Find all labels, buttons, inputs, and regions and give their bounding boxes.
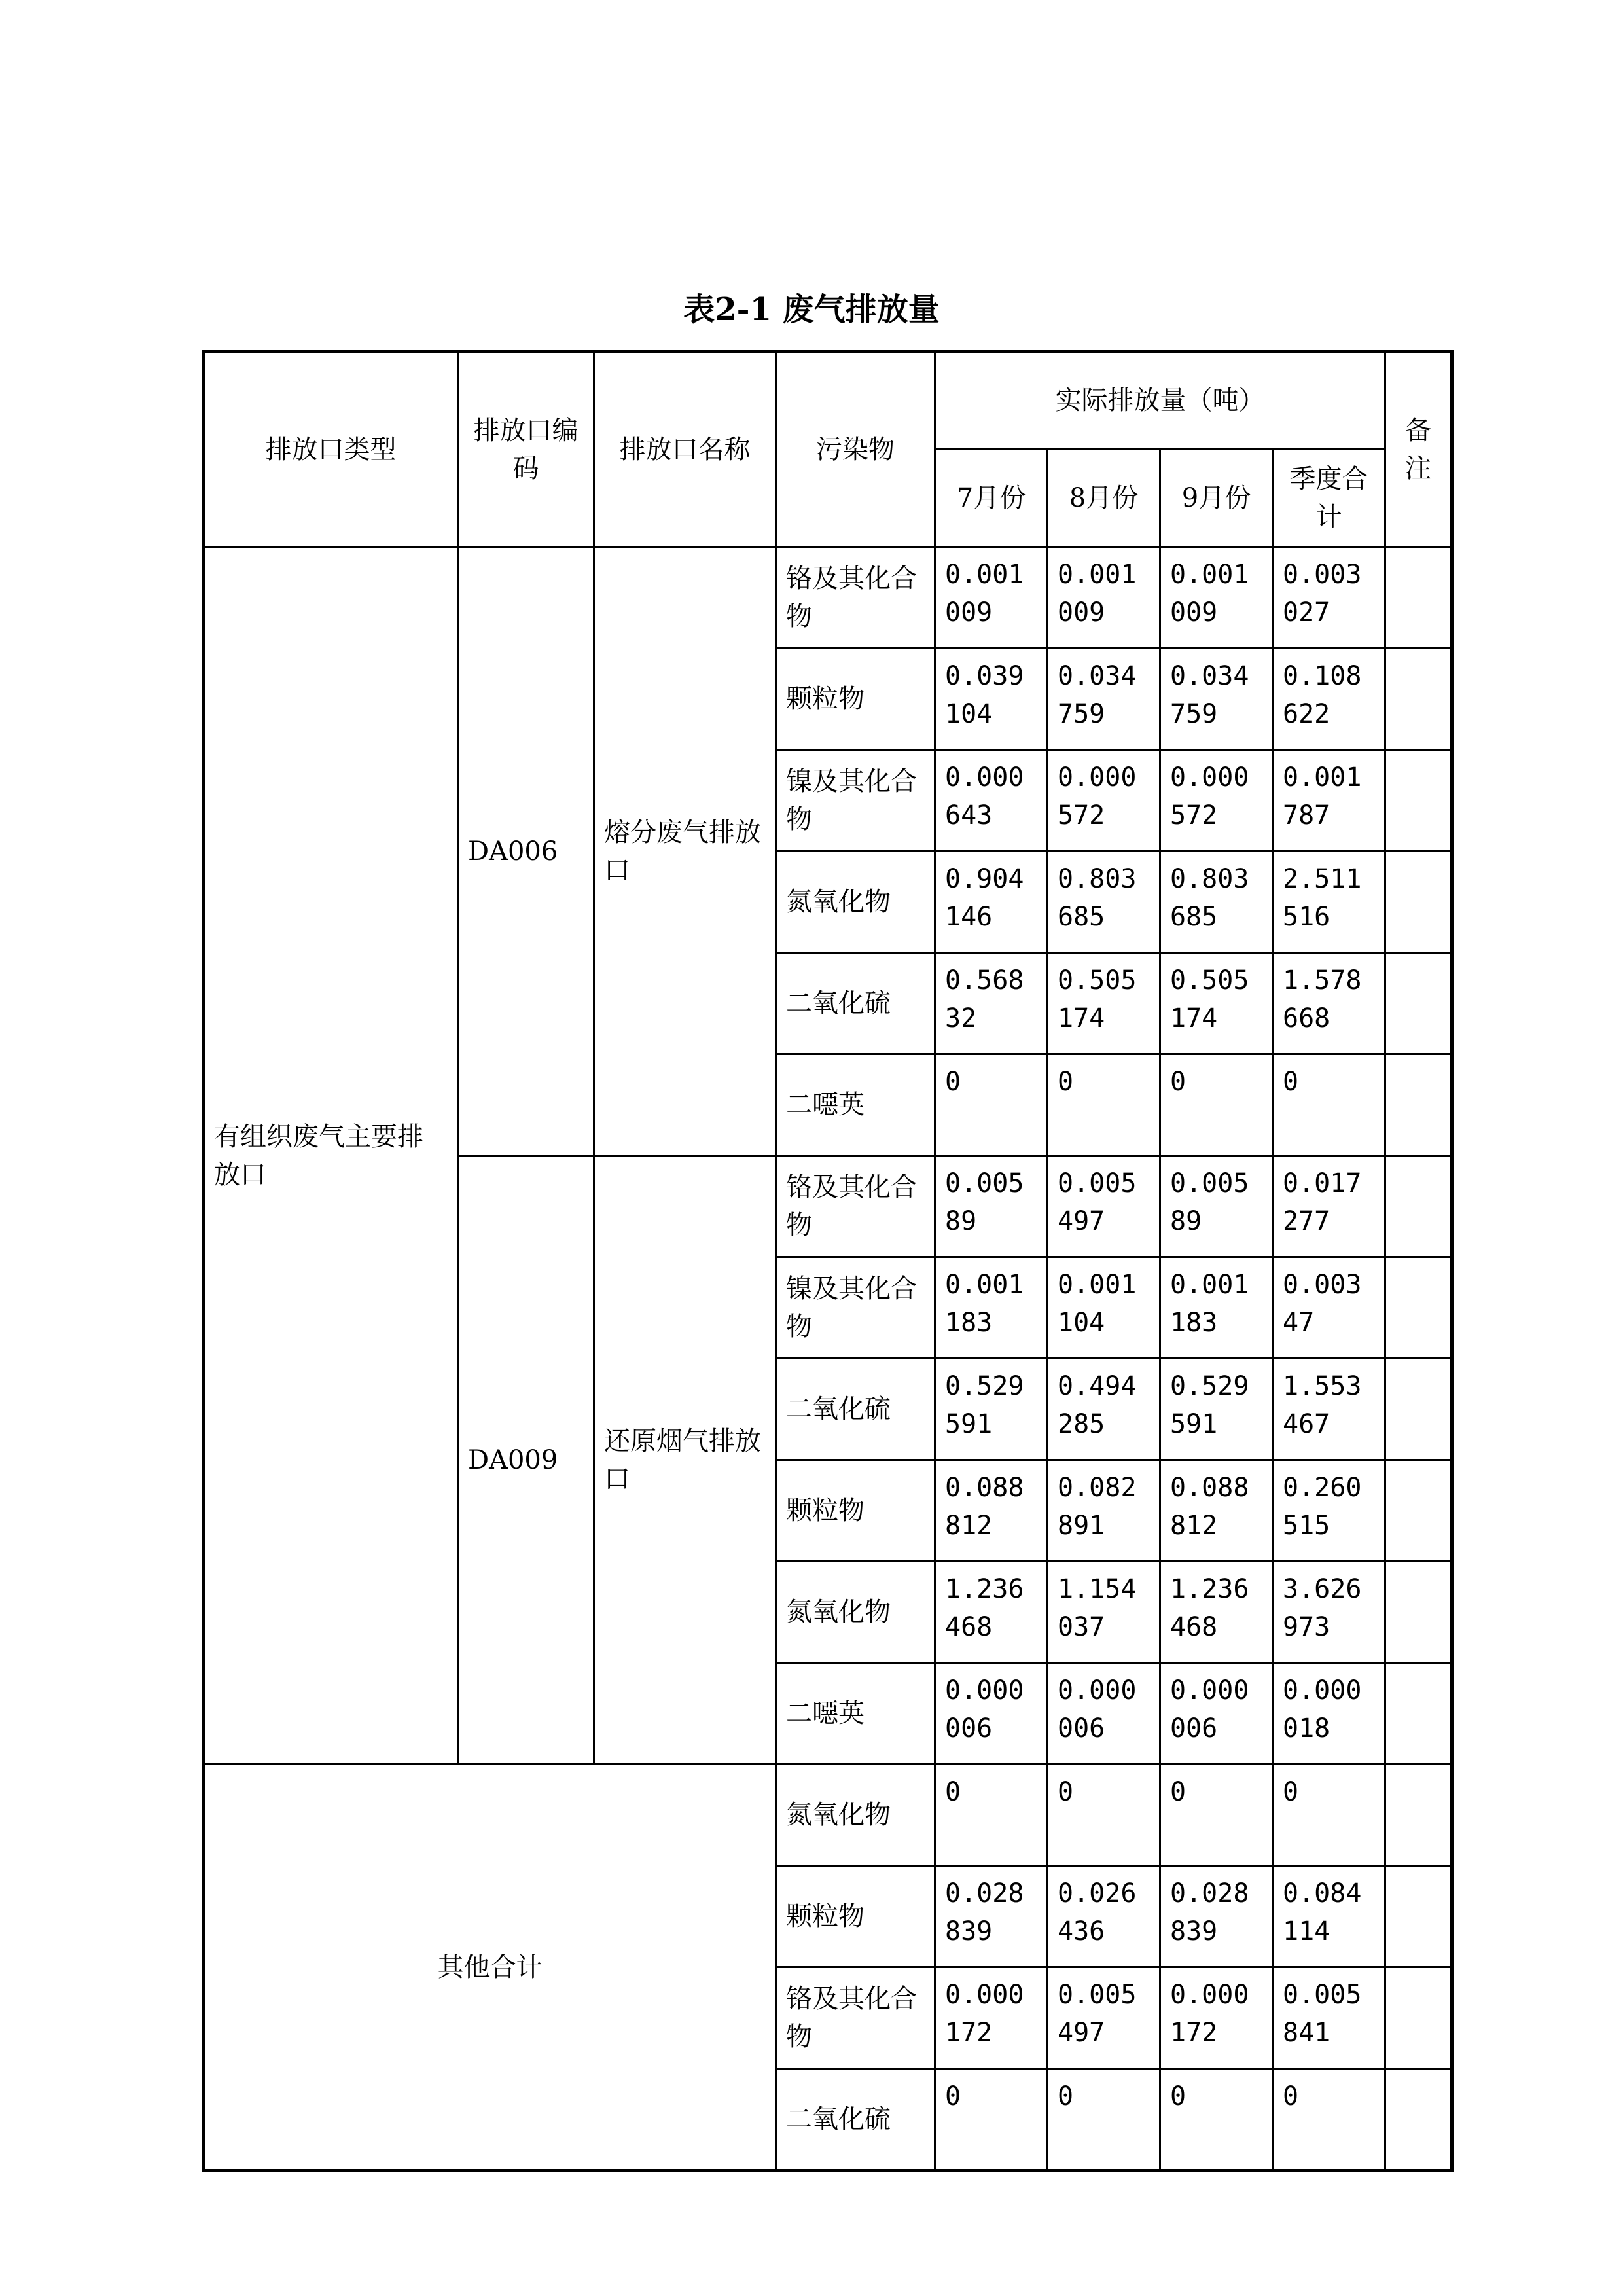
header-pollutant: 污染物 [776,351,935,547]
month-8-value: 0.001009 [1048,547,1160,649]
month-7-value: 0.000643 [935,750,1048,852]
quarter-total-value: 0.001787 [1273,750,1385,852]
month-8-value: 0.494285 [1048,1359,1160,1460]
remark-cell [1385,1156,1452,1257]
month-7-value: 0.00589 [935,1156,1048,1257]
month-9-value: 0.00589 [1160,1156,1273,1257]
quarter-total-value: 0.017277 [1273,1156,1385,1257]
month-9-value: 0.000006 [1160,1663,1273,1765]
month-7-value: 0 [935,2069,1048,2171]
pollutant-cell: 铬及其化合物 [776,1967,935,2069]
header-row-1 [204,351,1452,450]
pollutant-cell: 氮氧化物 [776,1765,935,1866]
pollutant-cell: 镍及其化合物 [776,1257,935,1359]
month-8-value: 0.001104 [1048,1257,1160,1359]
remark-cell [1385,1866,1452,1967]
month-8-value: 0 [1048,1765,1160,1866]
month-8-value: 0.000006 [1048,1663,1160,1765]
month-9-value: 0.001009 [1160,547,1273,649]
month-9-value: 1.236468 [1160,1562,1273,1663]
month-7-value: 0 [935,1765,1048,1866]
month-9-value: 0 [1160,1765,1273,1866]
remark-cell [1385,953,1452,1054]
pollutant-cell: 二噁英 [776,1054,935,1156]
outlet-name-cell: 熔分废气排放口 [594,547,776,1156]
outlet-name-cell: 还原烟气排放口 [594,1156,776,1765]
header-quarter-total: 季度合计 [1273,450,1385,547]
table-title: 表2-1 废气排放量 [683,291,940,328]
quarter-total-value: 1.578668 [1273,953,1385,1054]
pollutant-cell: 二噁英 [776,1663,935,1765]
outlet-code-cell: DA006 [458,547,594,1156]
month-8-value: 1.154037 [1048,1562,1160,1663]
month-9-value: 0.028839 [1160,1866,1273,1967]
emissions-table [202,350,1454,2172]
month-7-value: 0.001183 [935,1257,1048,1359]
quarter-total-value: 0 [1273,1054,1385,1156]
remark-cell [1385,750,1452,852]
month-7-value: 0.039104 [935,649,1048,750]
remark-cell [1385,1765,1452,1866]
quarter-total-value: 0.260515 [1273,1460,1385,1562]
month-7-value: 0.000006 [935,1663,1048,1765]
quarter-total-value: 0.084114 [1273,1866,1385,1967]
header-month-8: 8月份 [1048,450,1160,547]
pollutant-cell: 二氧化硫 [776,1359,935,1460]
outlet-code-cell: DA009 [458,1156,594,1765]
remark-cell [1385,2069,1452,2171]
month-9-value: 0.034759 [1160,649,1273,750]
month-9-value: 0.529591 [1160,1359,1273,1460]
month-9-value: 0.803685 [1160,852,1273,953]
month-7-value: 0.56832 [935,953,1048,1054]
quarter-total-value: 2.511516 [1273,852,1385,953]
pollutant-cell: 铬及其化合物 [776,1156,935,1257]
remark-cell [1385,1562,1452,1663]
month-8-value: 0.005497 [1048,1156,1160,1257]
quarter-total-value: 0.003027 [1273,547,1385,649]
header-month-7: 7月份 [935,450,1048,547]
quarter-total-value: 0.108622 [1273,649,1385,750]
quarter-total-value: 0.000018 [1273,1663,1385,1765]
remark-cell [1385,852,1452,953]
month-8-value: 0.082891 [1048,1460,1160,1562]
pollutant-cell: 铬及其化合物 [776,547,935,649]
pollutant-cell: 颗粒物 [776,1866,935,1967]
header-outlet-name: 排放口名称 [594,351,776,547]
quarter-total-value: 0.005841 [1273,1967,1385,2069]
month-8-value: 0.005497 [1048,1967,1160,2069]
month-7-value: 0.904146 [935,852,1048,953]
pollutant-cell: 氮氧化物 [776,1562,935,1663]
month-8-value: 0 [1048,2069,1160,2171]
table-row [204,1765,1452,1866]
month-7-value: 0.088812 [935,1460,1048,1562]
month-9-value: 0.001183 [1160,1257,1273,1359]
header-outlet-type: 排放口类型 [204,351,458,547]
quarter-total-value: 3.626973 [1273,1562,1385,1663]
header-outlet-code: 排放口编码 [458,351,594,547]
month-8-value: 0.026436 [1048,1866,1160,1967]
month-7-value: 0.000172 [935,1967,1048,2069]
month-7-value: 1.236468 [935,1562,1048,1663]
remark-cell [1385,1054,1452,1156]
table-row [204,547,1452,649]
remark-cell [1385,1967,1452,2069]
month-9-value: 0.000172 [1160,1967,1273,2069]
pollutant-cell: 镍及其化合物 [776,750,935,852]
pollutant-cell: 氮氧化物 [776,852,935,953]
month-7-value: 0 [935,1054,1048,1156]
remark-cell [1385,649,1452,750]
month-9-value: 0.505174 [1160,953,1273,1054]
month-8-value: 0.803685 [1048,852,1160,953]
month-7-value: 0.529591 [935,1359,1048,1460]
month-9-value: 0 [1160,2069,1273,2171]
quarter-total-value: 0.00347 [1273,1257,1385,1359]
quarter-total-value: 1.553467 [1273,1359,1385,1460]
outlet-type-cell: 有组织废气主要排放口 [204,547,458,1765]
quarter-total-value: 0 [1273,2069,1385,2171]
remark-cell [1385,547,1452,649]
pollutant-cell: 二氧化硫 [776,2069,935,2171]
quarter-total-value: 0 [1273,1765,1385,1866]
month-7-value: 0.028839 [935,1866,1048,1967]
pollutant-cell: 颗粒物 [776,1460,935,1562]
month-8-value: 0.034759 [1048,649,1160,750]
month-9-value: 0 [1160,1054,1273,1156]
month-9-value: 0.088812 [1160,1460,1273,1562]
remark-cell [1385,1257,1452,1359]
month-9-value: 0.000572 [1160,750,1273,852]
remark-cell [1385,1663,1452,1765]
month-8-value: 0 [1048,1054,1160,1156]
remark-cell [1385,1359,1452,1460]
remark-cell [1385,1460,1452,1562]
month-8-value: 0.505174 [1048,953,1160,1054]
header-month-9: 9月份 [1160,450,1273,547]
pollutant-cell: 颗粒物 [776,649,935,750]
header-actual-emission: 实际排放量（吨） [935,351,1385,450]
other-total-label: 其他合计 [204,1765,776,2171]
pollutant-cell: 二氧化硫 [776,953,935,1054]
header-remark: 备注 [1385,351,1452,547]
month-8-value: 0.000572 [1048,750,1160,852]
month-7-value: 0.001009 [935,547,1048,649]
